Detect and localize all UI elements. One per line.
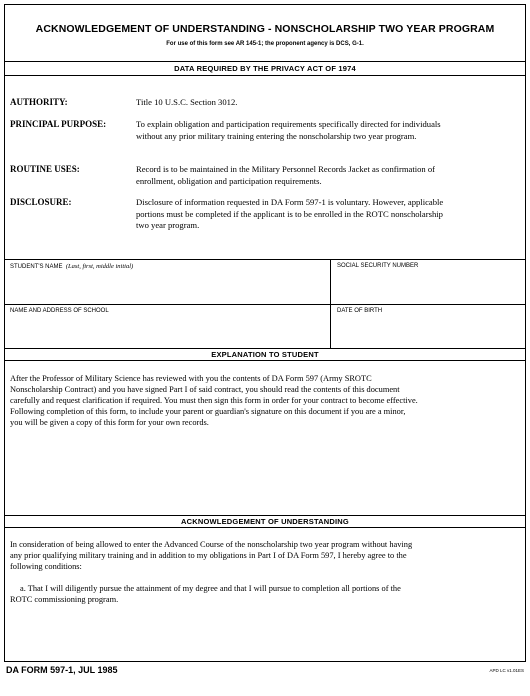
principal-purpose-label: PRINCIPAL PURPOSE: (10, 119, 107, 129)
form-title: ACKNOWLEDGEMENT OF UNDERSTANDING - NONSCHOLARSHIP TWO YEAR PROGRAM (35, 23, 495, 35)
disclosure-text: Disclosure of information requested in DA Form 597-1 is voluntary. However, applicable portions must be completed if the applicant is to be enrolled in the ROTC nonscholarship two year program. (136, 197, 444, 230)
dob-label: DATE OF BIRTH (337, 308, 383, 314)
divider (5, 515, 525, 516)
student-name-label (10, 263, 133, 270)
divider (5, 304, 525, 305)
student-name-label-text: STUDENT'S NAME (10, 264, 63, 270)
divider (5, 360, 525, 361)
divider (5, 348, 525, 349)
ssn-label: SOCIAL SECURITY NUMBER (337, 263, 419, 269)
divider (5, 61, 525, 62)
ssn-field[interactable] (331, 275, 525, 304)
acknowledgement-header: ACKNOWLEDGEMENT OF UNDERSTANDING (181, 517, 349, 526)
divider (5, 527, 525, 528)
school-label: NAME AND ADDRESS OF SCHOOL (10, 308, 109, 314)
explanation-header: EXPLANATION TO STUDENT (211, 350, 319, 359)
acknowledgement-item-a: a. That I will diligently pursue the attainment of my degree and that I will pursue to completion all portions of the ROTC commissioning program. (10, 584, 401, 604)
form-number: DA FORM 597-1, JUL 1985 (6, 665, 118, 675)
acknowledgement-intro: In consideration of being allowed to enter the Advanced Course of the nonscholarship two year program without having any prior qualifying military training and in addition to my obligations in Part I of DA Form 597, I hereby agree to the following conditions: (10, 540, 413, 571)
school-field[interactable] (5, 318, 329, 347)
form-version: APD LC v1.01ES (489, 668, 524, 673)
privacy-act-header: DATA REQUIRED BY THE PRIVACY ACT OF 1974 (174, 64, 356, 73)
dob-field[interactable] (331, 318, 525, 347)
divider (5, 75, 525, 76)
explanation-text: After the Professor of Military Science has reviewed with you the contents of DA Form 597 (Army SROTC Nonscholarship Contract) and you have signed Part I of said contract, you should read the contents of this document carefully and request clarification if required. You must then sign this form in order for your contract to become effective. Following completion of this form, to include your parent or guardian's signature on this document if you are a minor, you will be given a copy of this form for your own records. (10, 374, 418, 427)
student-name-field[interactable] (5, 275, 329, 304)
authority-label: AUTHORITY: (10, 97, 68, 107)
form-subtitle: For use of this form see AR 145-1; the proponent agency is DCS, G-1. (166, 41, 364, 47)
routine-uses-text: Record is to be maintained in the Military Personnel Records Jacket as confirmation of enrollment, obligation and participation requirements. (136, 164, 436, 186)
disclosure-label: DISCLOSURE: (10, 197, 72, 207)
divider (5, 259, 525, 260)
authority-text: Title 10 U.S.C. Section 3012. (136, 97, 238, 107)
principal-purpose-text: To explain obligation and participation requirements specifically directed for individuals without any prior military training entering the nonscholarship two year program. (136, 119, 441, 141)
student-name-hint: (Last, first, middle initial) (65, 263, 134, 270)
routine-uses-label: ROUTINE USES: (10, 164, 80, 174)
form-frame (4, 4, 526, 662)
